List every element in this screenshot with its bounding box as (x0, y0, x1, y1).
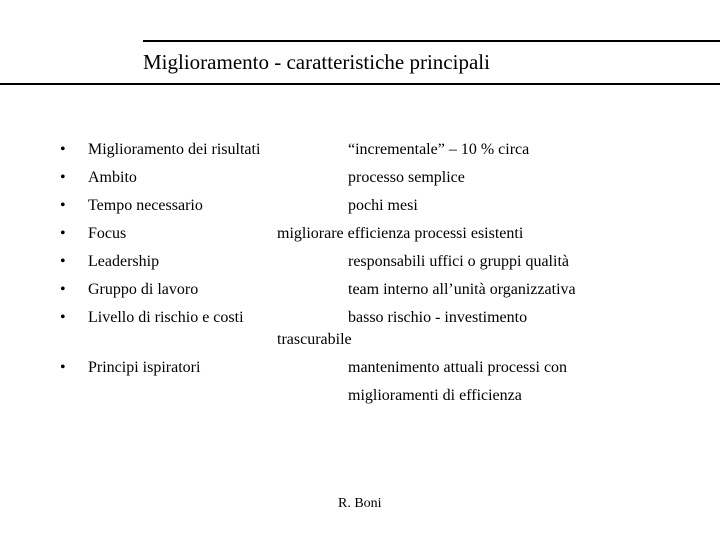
row-value: team interno all’unità organizzativa (348, 281, 576, 298)
bullet-icon: • (60, 359, 66, 376)
title-rule-top (143, 40, 720, 42)
bullet-icon: • (60, 309, 66, 326)
bullet-icon: • (60, 197, 66, 214)
row-value: processo semplice (348, 169, 465, 186)
row-label: Livello di rischio e costi (88, 309, 244, 326)
row-value: “incrementale” – 10 % circa (348, 141, 530, 158)
bullet-icon: • (60, 281, 66, 298)
footer-author: R. Boni (338, 496, 382, 511)
row-value: responsabili uffici o gruppi qualità (348, 253, 569, 270)
bullet-icon: • (60, 141, 66, 158)
row-value: migliorare efficienza processi esistenti (277, 225, 524, 242)
slide-title: Miglioramento - caratteristiche principali (143, 50, 490, 74)
row-label: Miglioramento dei risultati (88, 141, 261, 158)
row-label: Gruppo di lavoro (88, 281, 199, 298)
title-rule-bottom (0, 83, 720, 85)
row-label: Focus (88, 225, 127, 242)
row-label: Leadership (88, 253, 160, 270)
row-value: mantenimento attuali processi con (348, 359, 568, 376)
row-label: Ambito (88, 169, 137, 186)
bullet-icon: • (60, 169, 66, 186)
row-value: basso rischio - investimento (348, 309, 528, 326)
row-value-continuation: trascurabile (277, 331, 352, 348)
row-value-continuation: miglioramenti di efficienza (348, 387, 522, 404)
row-label: Principi ispiratori (88, 359, 201, 376)
bullet-icon: • (60, 225, 66, 242)
row-label: Tempo necessario (88, 197, 203, 214)
row-value: pochi mesi (348, 197, 418, 214)
bullet-icon: • (60, 253, 66, 270)
